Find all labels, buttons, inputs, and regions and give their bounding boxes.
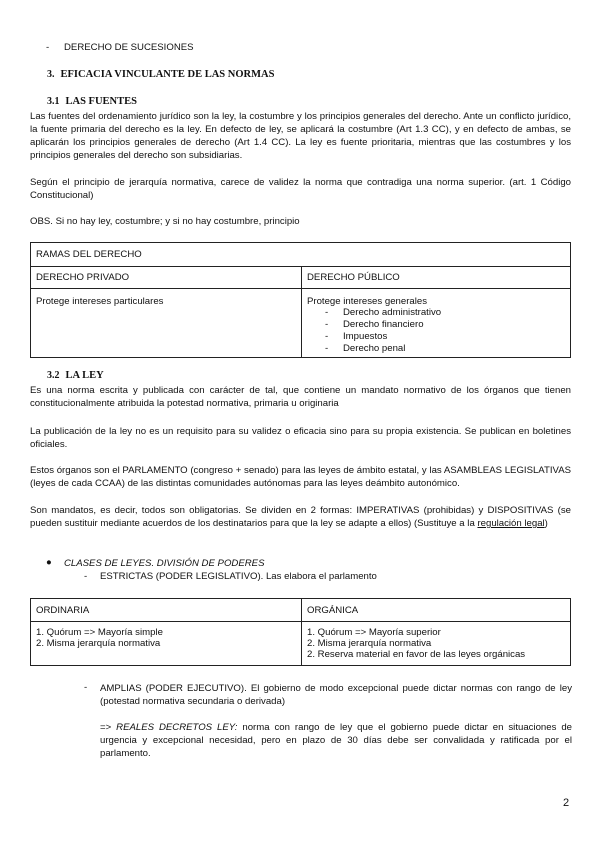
list-item: - Derecho penal	[307, 343, 565, 355]
leyes-table	[30, 598, 571, 666]
bullet-icon: ●	[46, 557, 52, 568]
ordinaria-item: 1. Quórum => Mayoría simple	[36, 627, 163, 638]
section-31-title: LAS FUENTES	[65, 96, 137, 107]
section-3-heading	[47, 69, 274, 80]
ordinaria-item: 2. Misma jerarquía normativa	[36, 638, 161, 649]
organica-item: 2. Reserva material en favor de las leyes orgánicas	[307, 649, 526, 660]
section-32-number: 3.2	[47, 370, 60, 381]
ley-definition-paragraph: Es una norma escrita y publicada con carácter de tal, que contiene un mandato normativo de los órganos que tienen constitucionalmente atribuida la potestad normativa, primaria u originaria	[30, 385, 571, 409]
intro-item-text: DERECHO DE SUCESIONES	[64, 42, 194, 53]
obs-note: OBS. Si no hay ley, costumbre; y si no hay costumbre, principio	[30, 216, 300, 227]
col-ordinaria: ORDINARIA	[31, 599, 302, 622]
document-page: - DERECHO DE SUCESIONES 3. EFICACIA VINCULANTE DE LAS NORMAS 3.1 LAS FUENTES Las fuentes del ordenamiento jurídico son la ley, la costumbre y los principios generales del derecho. Ante un conflicto jurídico, la fuente primaria del derecho es la ley. En defecto de ley, se aplicará la costumbre (Art 1.3 CC), y en defecto de ambas, se aplicarán los principios generales de derecho (Art 1.4 CC). La ley es fuente prioritaria, mientras que las costumbres y los principios generales del derecho son subsidiarias. Según el principio de jerarquía normativa, carece de validez la norma que contradiga una norma superior. (art. 1 Código Constitucional) OBS. Si no hay ley, costumbre; y si no hay costumbre, principio RAMAS DEL DERECHO DERECHO PRIVADO DERECHO PÚBLICO Protege intereses particulares Protege intereses generales - Derecho administrativo - Derecho financiero - Impuestos - Derecho penal 3.2 LA LEY Es una norma escrita y publicada con carácter de tal, que contiene un mandato normativo de los órganos que tienen constitucionalmente atribuida la potestad normativa, primaria u originaria La publicación de la ley no es un requisito para su validez o eficacia sino para su propia existencia. Se publican en boletines oficiales. Estos órganos son el PARLAMENTO (congreso + senado) para las leyes de ámbito estatal, y las ASAMBLEAS LEGISLATIVAS (leyes de cada CCAA) de las distintas comunidades autónomas para las leyes deámbito autonómico. Son mandatos, es decir, todos son obligatorias. Se dividen en 2 formas: IMPERATIVAS (prohibidas) y DISPOSITIVAS (se pueden sustituir mediante acuerdos de los destinatarios para que la ley se adapte a ellos) (Sustituye a la regulación legal) ● CLASES DE LEYES. DIVISIÓN DE PODERES - ESTRICTAS (PODER LEGISLATIVO). Las elabora el parlamento ORDINARIA ORGÁNICA 1. Quórum => Mayoría simple 2. Misma jerarquía normativa 1. Quórum => Mayoría superior 2. Misma jerarquía normativa 2. Reserva material en favor de las leyes orgánicas - AMPLIAS (PODER EJECUTIVO). El gobierno de modo excepcional puede dictar normas con rango de ley (potestad normativa secundaria o derivada) => REALES DECRETOS LEY: norma con rango de ley que el gobierno puede dictar en situaciones de urgencia y excepcional necesidad, pero en plazo de 30 días debe ser convalidada y ratificada por el parlamento. 2	[0, 0, 600, 848]
organica-cell	[302, 622, 571, 666]
list-item: - Derecho administrativo	[307, 307, 565, 319]
list-item: - Impuestos	[307, 331, 565, 343]
ramas-table-title: RAMAS DEL DERECHO	[31, 243, 571, 267]
section-3-number: 3.	[47, 69, 55, 80]
organos-paragraph: Estos órganos son el PARLAMENTO (congreso + senado) para las leyes de ámbito estatal, y las ASAMBLEAS LEGISLATIVAS (leyes de cada CCAA) de las distintas comunidades autónomas para las leyes deámbito autonómico.	[30, 465, 571, 489]
col-organica: ORGÁNICA	[302, 599, 571, 622]
rdl-arrow: =>	[100, 722, 112, 733]
rdl-text: norma con rango de ley que el gobierno puede dictar en situaciones de urgencia y excepcional necesidad, pero en plazo de 30 días debe ser convalidada y ratificada por el parlamento.	[100, 722, 572, 759]
section-31-heading	[47, 96, 137, 107]
clases-heading: CLASES DE LEYES. DIVISIÓN DE PODERES	[64, 558, 265, 569]
list-item: - Derecho financiero	[307, 319, 565, 331]
ramas-table	[30, 242, 571, 358]
mandatos-paragraph	[30, 504, 571, 530]
mandatos-end: )	[544, 518, 548, 529]
section-32-heading	[47, 370, 104, 381]
jerarquia-paragraph: Según el principio de jerarquía normativa, carece de validez la norma que contradiga una norma superior. (art. 1 Código Constitucional)	[30, 177, 571, 201]
rdl-paragraph	[100, 721, 572, 760]
section-3-title: EFICACIA VINCULANTE DE LAS NORMAS	[60, 69, 275, 80]
fuentes-paragraph: Las fuentes del ordenamiento jurídico son la ley, la costumbre y los principios generales del derecho. Ante un conflicto jurídico, la fuente primaria del derecho es la ley. En defecto de ley, se aplicará la costumbre (Art 1.3 CC), y en defecto de ambas, se aplicarán los principios generales de derecho (Art 1.4 CC). La ley es fuente prioritaria, mientras que las costumbres y los principios generales del derecho son subsidiarias.	[30, 111, 571, 161]
privado-cell	[31, 289, 302, 358]
estrictas-text: ESTRICTAS (PODER LEGISLATIVO). Las elabora el parlamento	[100, 571, 377, 582]
col-derecho-privado: DERECHO PRIVADO	[31, 267, 302, 289]
page-number: 2	[563, 797, 570, 809]
section-32-title: LA LEY	[65, 370, 104, 381]
publicacion-paragraph: La publicación de la ley no es un requisito para su validez o eficacia sino para su propia existencia. Se publican en boletines oficiales.	[30, 426, 571, 450]
amplias-text: AMPLIAS (PODER EJECUTIVO). El gobierno de modo excepcional puede dictar normas con rango de ley (potestad normativa secundaria o derivada)	[100, 683, 572, 707]
rdl-label: REALES DECRETOS LEY:	[116, 722, 238, 733]
mandatos-text: Son mandatos, es decir, todos son obligatorias. Se dividen en 2 formas: IMPERATIVAS (prohibidas) y DISPOSITIVAS (se pueden sustituir mediante acuerdos de los destinatarios para que la ley se adapte a ellos) (Sustituye a la	[30, 505, 571, 529]
publico-text: Protege intereses generales	[307, 296, 427, 307]
privado-text: Protege intereses particulares	[36, 296, 164, 307]
publico-cell	[302, 289, 571, 358]
amplias-item: - AMPLIAS (PODER EJECUTIVO). El gobierno de modo excepcional puede dictar normas con rango de ley (potestad normativa secundaria o derivada)	[84, 682, 572, 707]
col-derecho-publico: DERECHO PÚBLICO	[302, 267, 571, 289]
regulacion-legal-link[interactable]: regulación legal	[477, 518, 545, 529]
organica-item: 1. Quórum => Mayoría superior	[307, 627, 441, 638]
organica-item: 2. Misma jerarquía normativa	[307, 638, 432, 649]
ordinaria-cell	[31, 622, 302, 666]
publico-branches-list	[307, 307, 565, 355]
section-31-number: 3.1	[47, 96, 60, 107]
